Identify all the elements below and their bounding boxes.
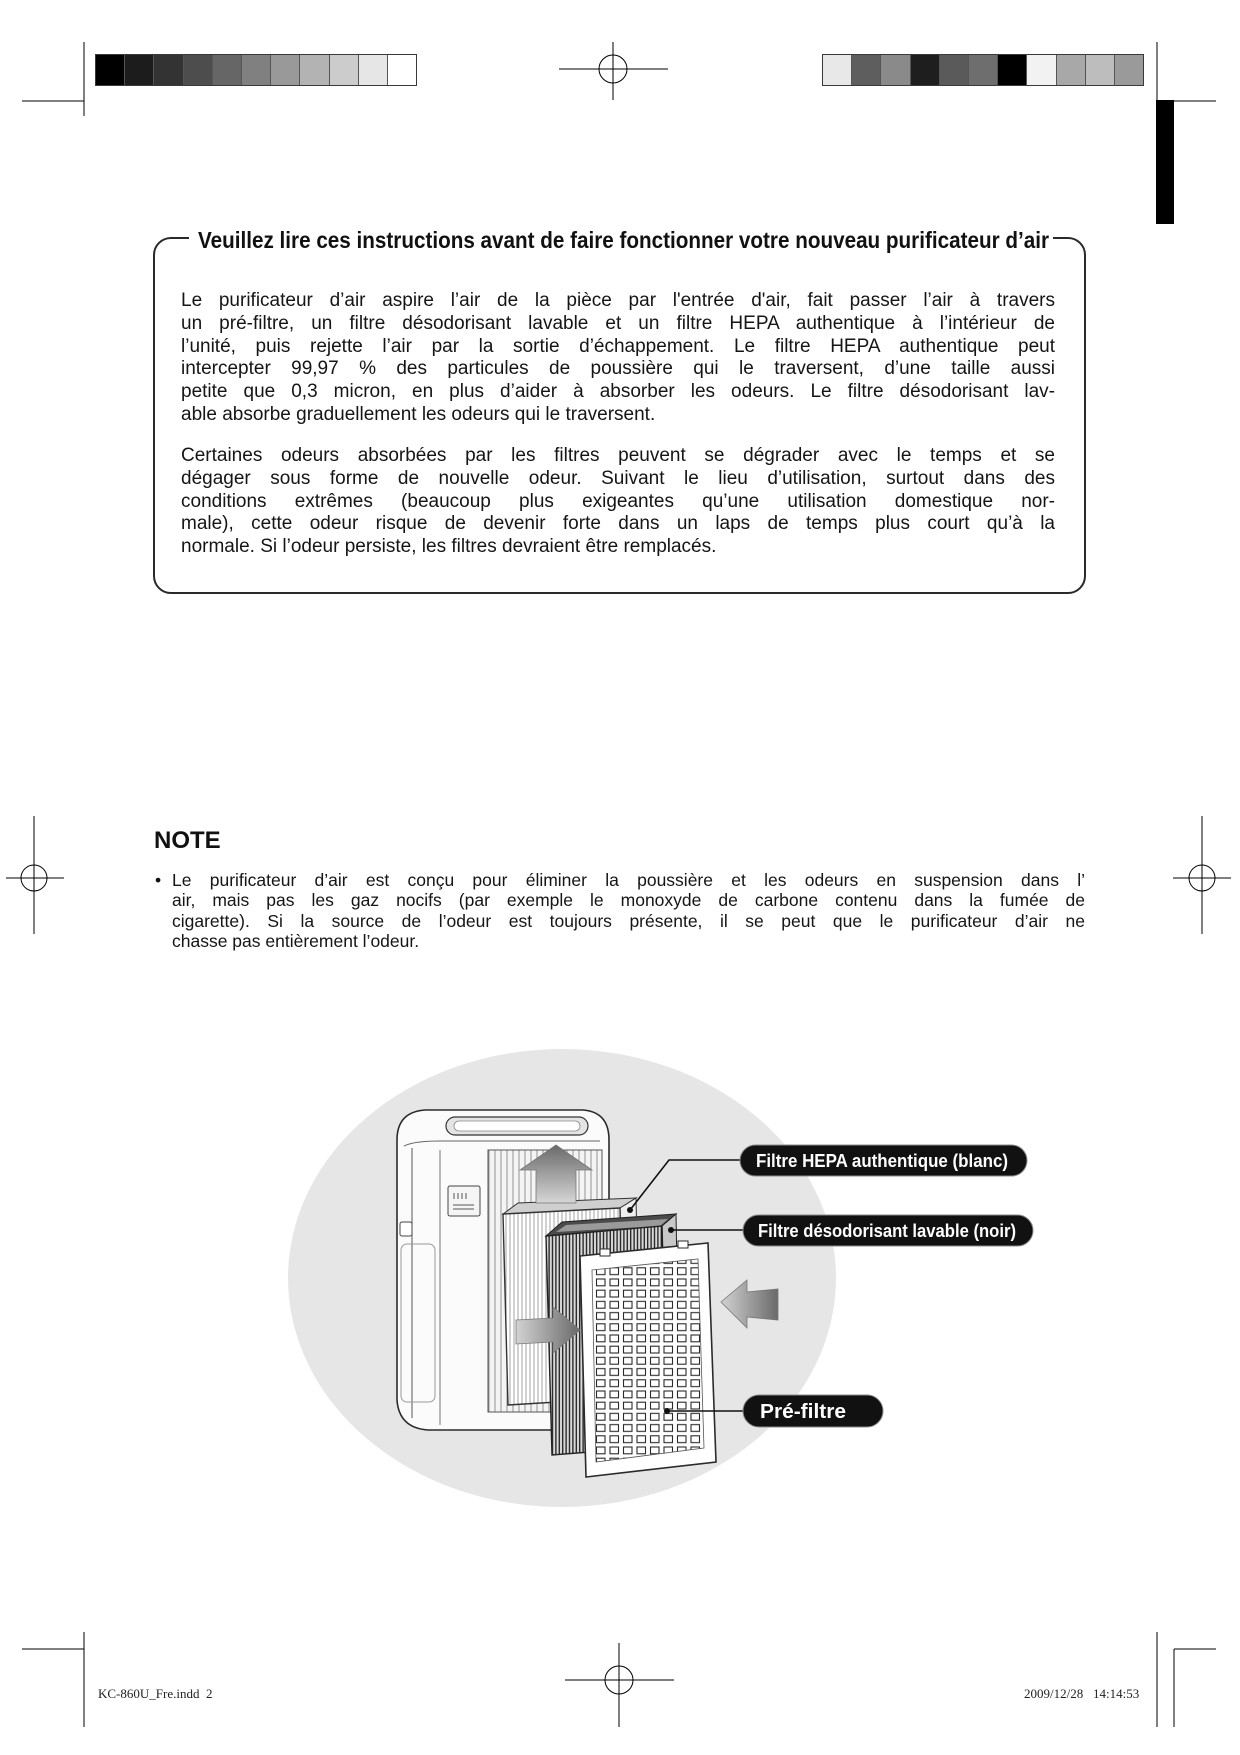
text-line: Certaines odeurs absorbées par les filtres peuvent se dégrader avec le temps et se [181,445,1055,466]
color-swatch [184,55,213,85]
purifier-handle-slot-inner [454,1121,580,1131]
prefilter-leader-dot [664,1408,670,1414]
footer-file-name: KC-860U_Fre.indd [98,1686,200,1701]
label-prefilter-text: Pré-filtre [760,1401,846,1423]
text-line: petite que 0,3 micron, en plus d’aider à absorber les odeurs. Le filtre désodorisant lav- [181,381,1055,403]
footer-page-number: 2 [205,1686,213,1701]
text-line: chasse pas entièrement l’odeur. [172,931,420,952]
registration-mark-left [6,816,64,934]
color-swatch [96,55,125,85]
color-swatch [969,55,998,85]
label-deodorizing [743,1215,1033,1246]
color-swatch [911,55,940,85]
text-line: air, mais pas les gaz nocifs (par exemple le monoxyde de carbone contenu dans la fumée de [172,890,1085,911]
purifier-control-panel [448,1186,480,1216]
registration-mark-bottom [565,1643,674,1727]
label-deodorizing-text: Filtre désodorisant lavable (noir) [758,1221,1016,1241]
color-swatch [1027,55,1056,85]
label-hepa [740,1145,1027,1176]
note-heading: NOTE [154,827,221,854]
label-hepa-text: Filtre HEPA authentique (blanc) [756,1151,1009,1171]
registration-mark-top [559,42,668,100]
color-swatch [1057,55,1086,85]
color-swatch [881,55,910,85]
color-swatch [823,55,852,85]
color-swatch [154,55,183,85]
color-swatch [1115,55,1143,85]
text-line: male), cette odeur risque de devenir forte dans un laps de temps plus court qu’à la [181,513,1055,535]
text-line: un pré-filtre, un filtre désodorisant lavable et un filtre HEPA authentique à l’intérieur de [181,312,1055,334]
color-swatch [1086,55,1115,85]
label-prefilter [743,1395,883,1427]
color-swatch [125,55,154,85]
color-swatch [330,55,359,85]
notice-title: Veuillez lire ces instructions avant de faire fonctionner votre nouveau purificateur d’air [198,227,1050,253]
color-swatch [271,55,300,85]
text-line: cigarette). Si la source de l’odeur est toujours présente, il se peut que le purificateur d’air ne [172,910,1085,931]
text-line: normale. Si l’odeur persiste, les filtres devraient être remplacés. [181,536,717,558]
color-swatch [359,55,388,85]
text-line: dégager sous forme de nouvelle odeur. Suivant le lieu d’utilisation, surtout dans des [181,467,1055,489]
text-line: l’unité, puis rejette l’air par la sortie d’échappement. Le filtre HEPA authentique peut [181,335,1055,357]
color-swatch [213,55,242,85]
text-line: intercepter 99,97 % des particules de poussière qui le traversent, d’une taille aussi [181,358,1055,380]
text-line: able absorbe graduellement les odeurs qui le traversent. [181,403,656,425]
filter-diagram [288,1049,1033,1507]
color-swatch [940,55,969,85]
hepa-leader-dot [627,1207,633,1213]
footer-timestamp: 2009/12/28 14:14:53 [1024,1686,1140,1701]
text-line: Le purificateur d’air aspire l’air de la pièce par l'entrée d'air, fait passer l’air à travers [181,290,1055,311]
registration-mark-right [1173,816,1231,934]
color-swatch [242,55,271,85]
notice-paragraph-2 [181,445,1055,559]
pre-filter-tab-left [600,1249,610,1256]
purifier-side-handle [400,1222,412,1236]
deodorizing-leader-dot [668,1227,674,1233]
pre-filter [580,1241,716,1477]
section-tab [1156,100,1174,224]
note-bullet: • [155,870,162,890]
pre-filter-tab-right [678,1241,688,1248]
text-line: conditions extrêmes (beaucoup plus exigeantes qu’une utilisation domestique nor- [181,490,1055,512]
color-swatch [388,55,416,85]
color-calibration-bar-right [822,54,1144,86]
color-swatch [852,55,881,85]
notice-paragraph-1 [181,290,1055,427]
note-text [172,870,1085,952]
footer-file-info [98,1686,212,1702]
color-swatch [998,55,1027,85]
color-calibration-bar-left [95,54,417,86]
pre-filter-mesh [592,1259,704,1462]
color-swatch [300,55,329,85]
text-line: Le purificateur d’air est conçu pour éliminer la poussière et les odeurs en suspension dans l’ [172,870,1085,890]
